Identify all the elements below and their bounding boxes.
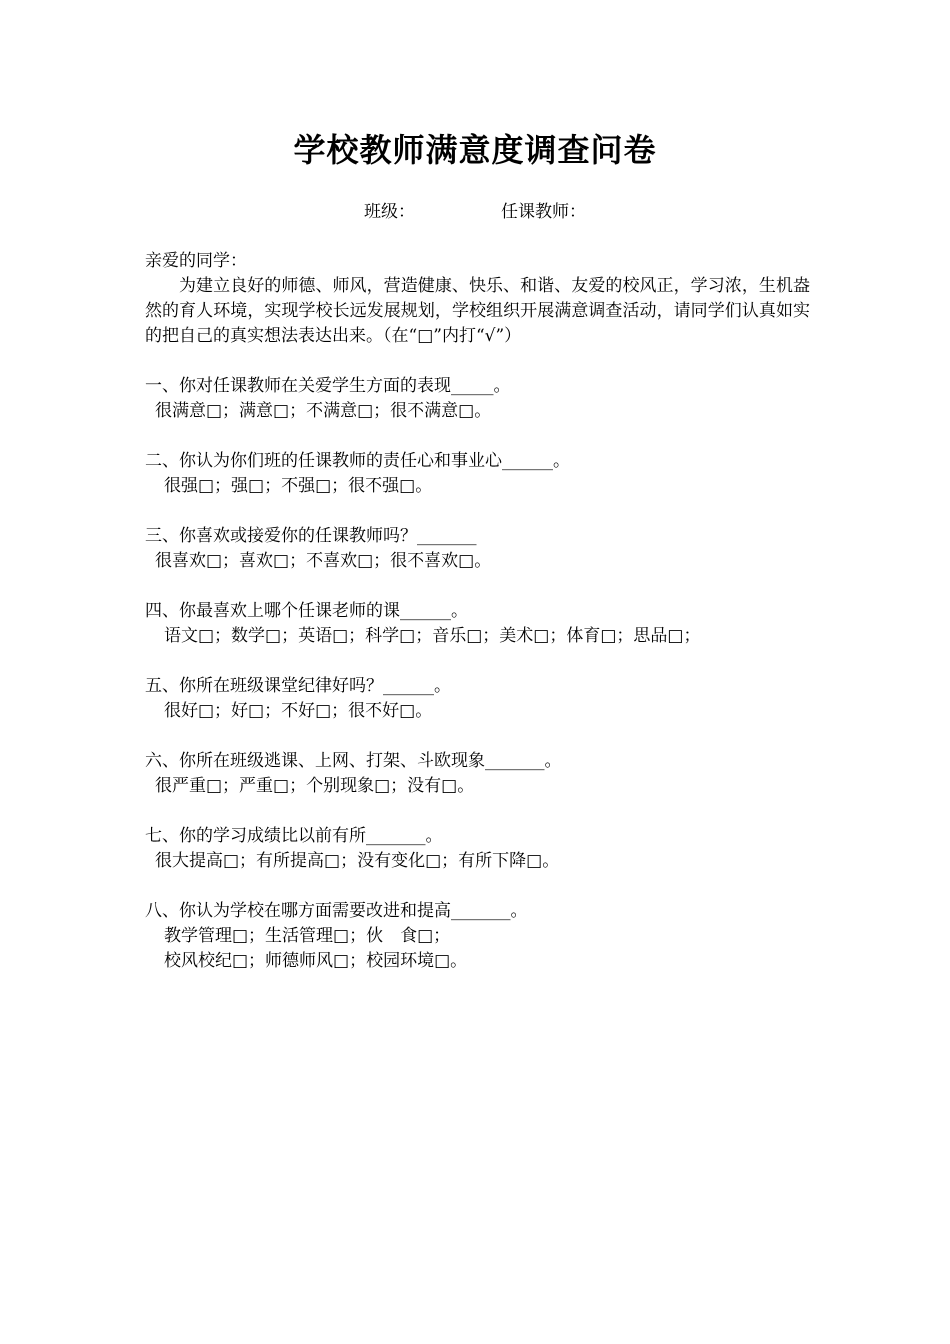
- question-2: 二、你认为你们班的任课教师的责任心和事业心______。: [145, 451, 570, 471]
- question-7: 七、你的学习成绩比以前有所_______。: [145, 826, 443, 846]
- question-8-options-line-1: 教学管理□；生活管理□；伙 食□；: [164, 926, 451, 946]
- page-title: 学校教师满意度调查问卷: [293, 131, 657, 169]
- question-4: 四、你最喜欢上哪个任课老师的课______。: [145, 601, 468, 621]
- header-fields: [0, 200, 950, 224]
- question-6-options: 很严重□；严重□；个别现象□；没有□。: [155, 776, 475, 796]
- class-label: 班级：: [364, 202, 415, 222]
- question-1: 一、你对任课教师在关爱学生方面的表现_____。: [145, 376, 511, 396]
- survey-body: [145, 249, 810, 974]
- question-5-options: 很好□；好□；不好□；很不好□。: [164, 701, 433, 721]
- question-8-options-line-2: 校风校纪□；师德师风□；校园环境□。: [164, 951, 468, 971]
- question-4-options: 语文□；数学□；英语□；科学□；音乐□；美术□；体育□；思品□；: [164, 626, 701, 646]
- teacher-label: 任课教师：: [501, 202, 586, 222]
- question-5: 五、你所在班级课堂纪律好吗？______。: [145, 676, 451, 696]
- greeting: 亲爱的同学：: [145, 251, 247, 271]
- question-1-options: 很满意□；满意□；不满意□；很不满意□。: [155, 401, 492, 421]
- question-8: 八、你认为学校在哪方面需要改进和提高_______。: [145, 901, 528, 921]
- intro-paragraph: 为建立良好的师德、师风，营造健康、快乐、和谐、友爱的校风正，学习浓，生机盎然的育人环境，实现学校长远发展规划，学校组织开展满意调查活动，请同学们认真如实的把自己的真实想法表达出来。（在“□”内打“√”）: [145, 276, 810, 346]
- question-3-options: 很喜欢□；喜欢□；不喜欢□；很不喜欢□。: [155, 551, 492, 571]
- question-2-options: 很强□；强□；不强□；很不强□。: [164, 476, 433, 496]
- question-6: 六、你所在班级逃课、上网、打架、斗欧现象_______。: [145, 751, 562, 771]
- question-7-options: 很大提高□；有所提高□；没有变化□；有所下降□。: [155, 851, 560, 871]
- question-3: 三、你喜欢或接爱你的任课教师吗？_______: [145, 526, 477, 546]
